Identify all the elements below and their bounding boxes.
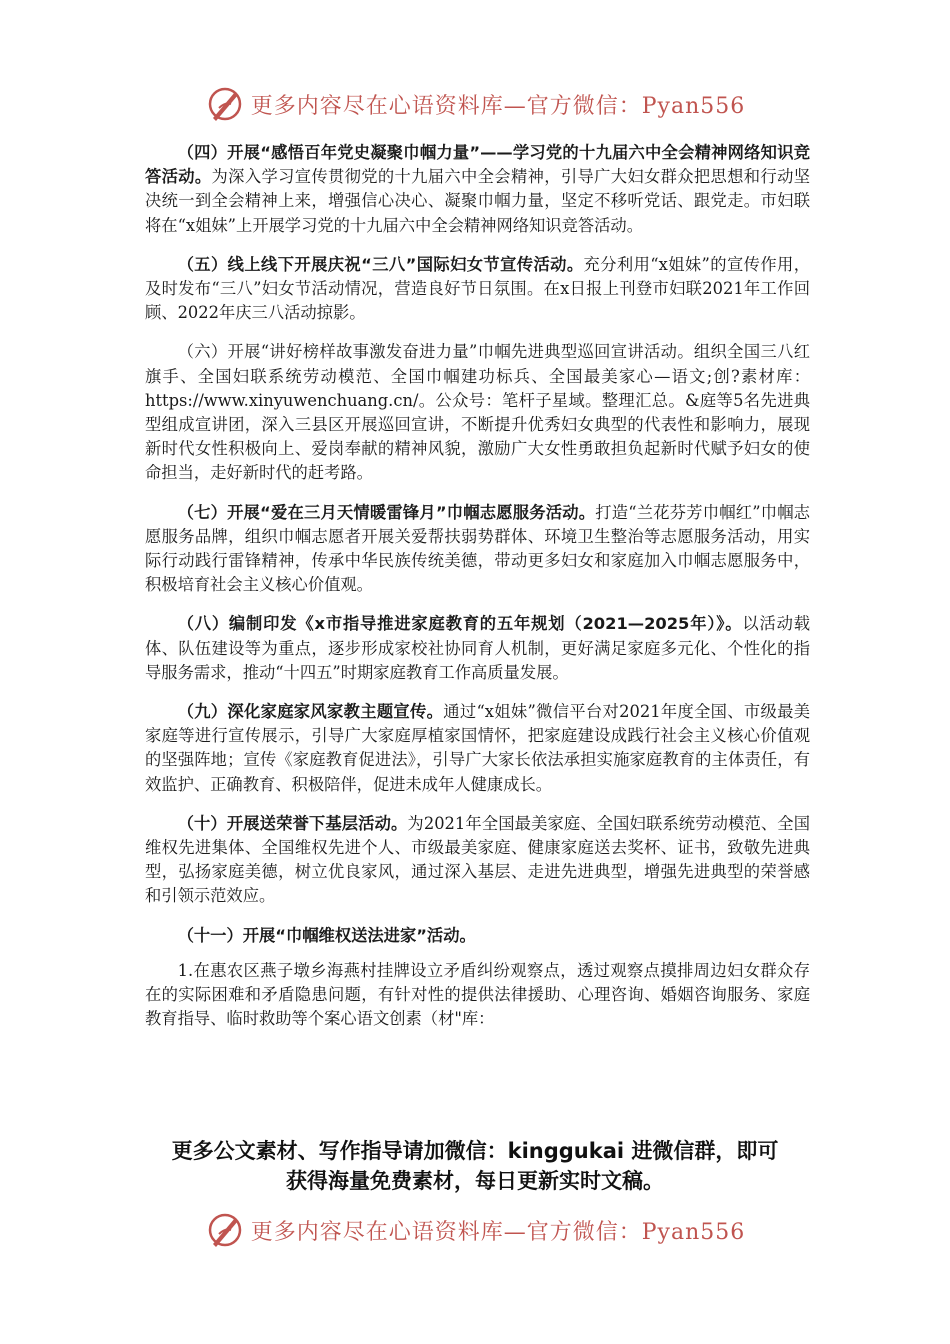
banner-text: 更多内容尽在心语资料库—官方微信：Pyan556 bbox=[250, 1219, 746, 1245]
paragraph-6 bbox=[145, 340, 810, 485]
paragraph-11 bbox=[145, 924, 810, 948]
document-body bbox=[145, 141, 810, 1047]
paragraph-heading: （四）开展“感悟百年党史凝聚巾帼力量”——学习党的十九届六中全会精神网络知识竞答活动。 bbox=[145, 143, 810, 187]
pen-logo-icon bbox=[205, 1210, 245, 1250]
paragraph-8 bbox=[145, 612, 810, 685]
footer-ad bbox=[110, 1136, 840, 1196]
paragraph-text: 通过“x姐妹”微信平台对2021年度全国、市级最美家庭等进行宣传展示，引导广大家庭厚植家国情怀，把家庭建设成践行社会主义核心价值观的坚强阵地；宣传《家庭教育促进法》，引导广大家长依法承担实施家庭教育的主体责任，有效监护、正确教育、积极陪伴，促进未成年人健康成长。 bbox=[145, 702, 810, 794]
header-banner bbox=[0, 82, 950, 126]
paragraph-heading: （五）线上线下开展庆祝“三八”国际妇女节宣传活动。 bbox=[177, 254, 584, 274]
paragraph-text: 为深入学习宣传贯彻党的十九届六中全会精神，引导广大妇女群众把思想和行动坚决统一到全会精神上来，增强信心决心、凝聚巾帼力量，坚定不移听党话、跟党走。市妇联将在“x姐妹”上开展学习党的十九届六中全会精神网络知识竞答活动。 bbox=[145, 167, 810, 235]
paragraph-text: 充分利用“x姐妹”的宣传作用，及时发布“三八”妇女节活动情况，营造良好节日氛围。在x日报上刊登市妇联2021年工作回顾、2022年庆三八活动掠影。 bbox=[145, 254, 810, 323]
paragraph-heading: （十一）开展“巾帼维权送法进家”活动。 bbox=[177, 925, 476, 945]
paragraph-heading: （七）开展“爱在三月天情暖雷锋月”巾帼志愿服务活动。 bbox=[177, 502, 596, 522]
paragraph-4 bbox=[145, 141, 810, 238]
paragraph-10 bbox=[145, 812, 810, 909]
footer-banner bbox=[0, 1208, 950, 1252]
paragraph-text: 以活动载体、队伍建设等为重点，逐步形成家校社协同育人机制，更好满足家庭多元化、个性化的指导服务需求，推动“十四五”时期家庭教育工作高质量发展。 bbox=[145, 614, 810, 682]
banner-text: 更多内容尽在心语资料库—官方微信：Pyan556 bbox=[250, 93, 746, 119]
paragraph-heading: （八）编制印发《x市指导推进家庭教育的五年规划（2021—2025年）》。 bbox=[177, 614, 743, 634]
paragraph-5 bbox=[145, 253, 810, 326]
paragraph-9 bbox=[145, 700, 810, 797]
paragraph-heading: （十）开展送荣誉下基层活动。 bbox=[177, 813, 408, 833]
footer-ad-line-1: 更多公文素材、写作指导请加微信：kinggukai 进微信群，即可 bbox=[171, 1139, 779, 1163]
paragraph-11-1 bbox=[145, 959, 810, 1032]
paragraph-text: 为2021年全国最美家庭、全国妇联系统劳动模范、全国维权先进集体、全国维权先进个人、市级最美家庭、健康家庭送去奖杯、证书，致敬先进典型，弘扬家庭美德，树立优良家风，通过深入基层、走进先进典型，增强先进典型的荣誉感和引领示范效应。 bbox=[145, 813, 810, 906]
pen-logo-icon bbox=[205, 84, 245, 124]
paragraph-heading: （九）深化家庭家风家教主题宣传。 bbox=[177, 702, 444, 722]
paragraph-text: （六）开展“讲好榜样故事激发奋进力量”巾帼先进典型巡回宣讲活动。组织全国三八红旗手、全国妇联系统劳动模范、全国巾帼建功标兵、全国最美家心—语文;创?素材库：https://www.xinyuwenchuang.cn/。公众号：笔杆子星域。整理汇总。&庭等5名先进典型组成宣讲团，深入三县区开展巡回宣讲，不断提升优秀妇女典型的代表性和影响力，展现新时代女性积极向上、爱岗奉献的精神风貌，激励广大女性勇敢担负起新时代赋予妇女的使命担当，走好新时代的赶考路。 bbox=[145, 342, 810, 483]
paragraph-text: 打造“兰花芬芳巾帼红”巾帼志愿服务品牌，组织巾帼志愿者开展关爱帮扶弱势群体、环境卫生整治等志愿服务活动，用实际行动践行雷锋精神，传承中华民族传统美德，带动更多妇女和家庭加入巾帼志愿服务中，积极培育社会主义核心价值观。 bbox=[145, 502, 810, 595]
paragraph-7 bbox=[145, 501, 810, 598]
paragraph-text: 1.在惠农区燕子墩乡海燕村挂牌设立矛盾纠纷观察点，透过观察点摸排周边妇女群众存在的实际困难和矛盾隐患问题，有针对性的提供法律援助、心理咨询、婚姻咨询服务、家庭教育指导、临时救助等个案心语文创素（材"库： bbox=[145, 960, 810, 1029]
footer-ad-line-2: 获得海量免费素材，每日更新实时文稿。 bbox=[286, 1169, 664, 1193]
